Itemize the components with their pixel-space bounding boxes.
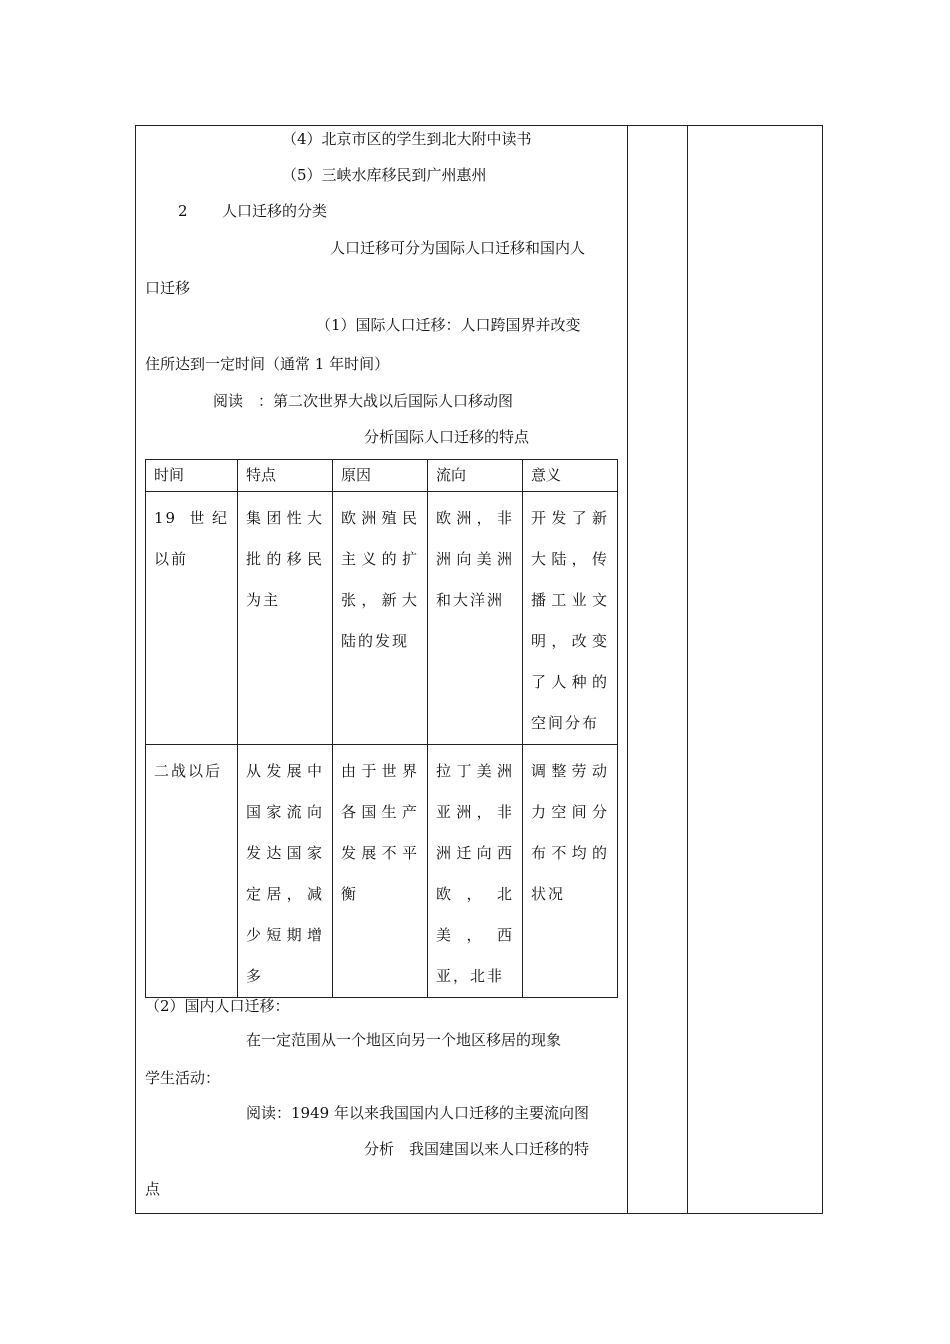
table-cell: 由于世界各国生产发展不平衡 [333,745,428,998]
table-cell: 集团性大批的移民为主 [238,492,333,745]
table-row [146,492,618,745]
header-feature: 特点 [238,460,333,492]
reading-line-2: 阅读：1949 年以来我国国内人口迁移的主要流向图 [246,1104,589,1122]
reading-line-1: 阅读 ：第二次世界大战以后国际人口移动图 [213,392,514,410]
column-divider-1 [627,126,628,1213]
analyze-line-2-continued: 点 [145,1180,161,1198]
example-line-5: （5）三峡水库移民到广州惠州 [282,166,487,184]
table-cell: 19 世纪以前 [146,492,238,745]
header-direction: 流向 [428,460,523,492]
international-migration-line-1: （1）国际人口迁移：人口跨国界并改变 [316,316,581,334]
header-time: 时间 [146,460,238,492]
section-number: 2 [178,202,188,220]
header-cause: 原因 [333,460,428,492]
table-cell: 欧洲殖民主义的扩张，新大陆的发现 [333,492,428,745]
student-activity-label: 学生活动： [145,1069,221,1087]
table-cell: 从发展中国家流向发达国家定居，减少短期增多 [238,745,333,998]
international-migration-line-2: 住所达到一定时间（通常 1 年时间） [145,355,390,373]
example-line-4: （4）北京市区的学生到北大附中读书 [282,130,532,148]
table-header-row [146,460,618,492]
table-cell: 欧洲，非洲向美洲和大洋洲 [428,492,523,745]
migration-table [145,459,618,998]
table-cell: 二战以后 [146,745,238,998]
table-cell: 开发了新大陆，传播工业文明，改变了人种的空间分布 [523,492,618,745]
domestic-migration-definition: 在一定范围从一个地区向另一个地区移居的现象 [246,1031,562,1049]
classification-line-2: 口迁移 [145,279,191,297]
column-divider-2 [687,126,688,1213]
classification-line-1: 人口迁移可分为国际人口迁移和国内人 [330,239,586,257]
header-significance: 意义 [523,460,618,492]
table-row [146,745,618,998]
table-cell: 调整劳动力空间分布不均的状况 [523,745,618,998]
analyze-line-1: 分析国际人口迁移的特点 [364,428,530,446]
table-cell: 拉丁美洲亚洲，非洲迁向西欧，北美，西亚，北非 [428,745,523,998]
section-title: 人口迁移的分类 [222,202,328,220]
domestic-migration-title: （2）国内人口迁移： [145,997,290,1015]
analyze-line-2: 分析 我国建国以来人口迁移的特 [364,1140,590,1158]
